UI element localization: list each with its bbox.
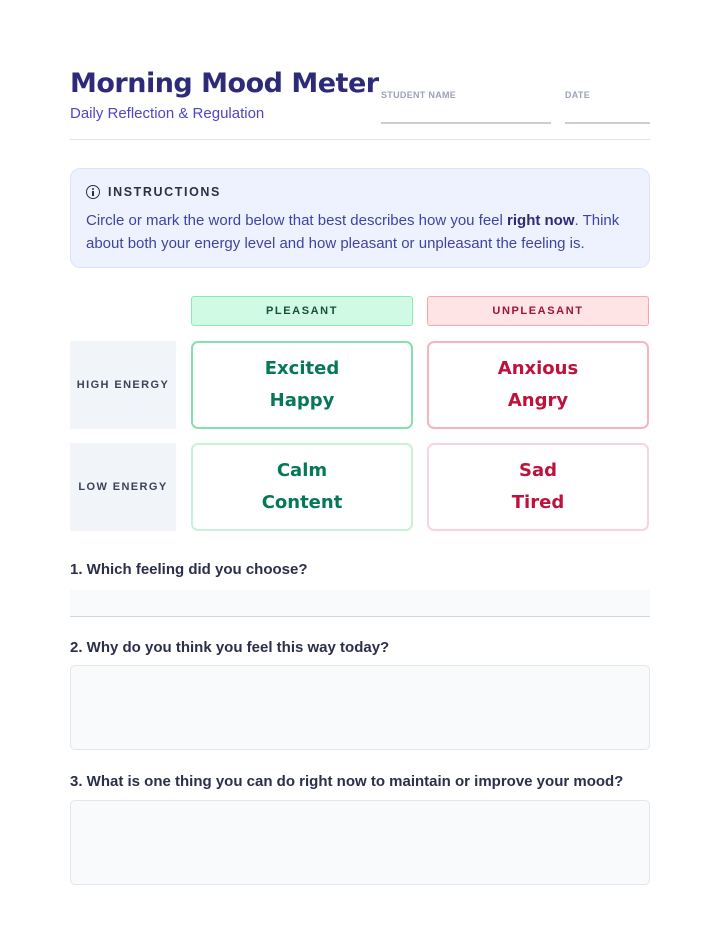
mood-word-content[interactable]: Content [261,492,343,513]
page-title: Morning Mood Meter [70,68,379,99]
mood-word-anxious[interactable]: Anxious [497,358,579,379]
header [70,68,650,140]
instructions-text-end: . Think about both your energy level and how pleasant or unpleasant the feeling is. [86,212,620,252]
student-name-label: STUDENT NAME [381,90,457,100]
mood-word-angry[interactable]: Angry [507,390,569,411]
info-icon [86,185,100,199]
high-energy-row-label: HIGH ENERGY [70,341,176,429]
student-name-field[interactable] [381,90,551,100]
date-line[interactable] [565,122,650,124]
mood-cell-high-unpleasant [427,341,649,429]
mood-word-tired[interactable]: Tired [511,492,565,513]
instructions-emphasis: right now [507,212,575,229]
mood-cell-low-pleasant [191,443,413,531]
mood-word-happy[interactable]: Happy [269,390,335,411]
mood-cell-low-unpleasant [427,443,649,531]
mood-word-sad[interactable]: Sad [519,460,557,481]
date-field[interactable] [565,90,650,100]
instructions-text-start: Circle or mark the word below that best describes how you feel [86,212,508,229]
mood-word-calm[interactable]: Calm [276,460,328,481]
instructions-header [86,183,635,201]
pleasant-column-header: PLEASANT [191,296,413,326]
question-3: 3. What is one thing you can do right now to maintain or improve your mood? [70,773,624,790]
question-1: 1. Which feeling did you choose? [70,561,308,578]
answer-field-3[interactable] [70,800,650,885]
question-2: 2. Why do you think you feel this way today? [70,639,390,656]
answer-field-1[interactable] [70,590,650,617]
instructions-text [86,209,635,255]
date-label: DATE [565,90,591,100]
instructions-panel [70,168,650,268]
mood-word-excited[interactable]: Excited [264,358,340,379]
answer-field-2[interactable] [70,665,650,750]
student-name-line[interactable] [381,122,551,124]
mood-cell-high-pleasant [191,341,413,429]
low-energy-row-label: LOW ENERGY [70,443,176,531]
page-subtitle: Daily Reflection & Regulation [70,105,265,122]
instructions-heading: INSTRUCTIONS [108,185,221,199]
unpleasant-column-header: UNPLEASANT [427,296,649,326]
